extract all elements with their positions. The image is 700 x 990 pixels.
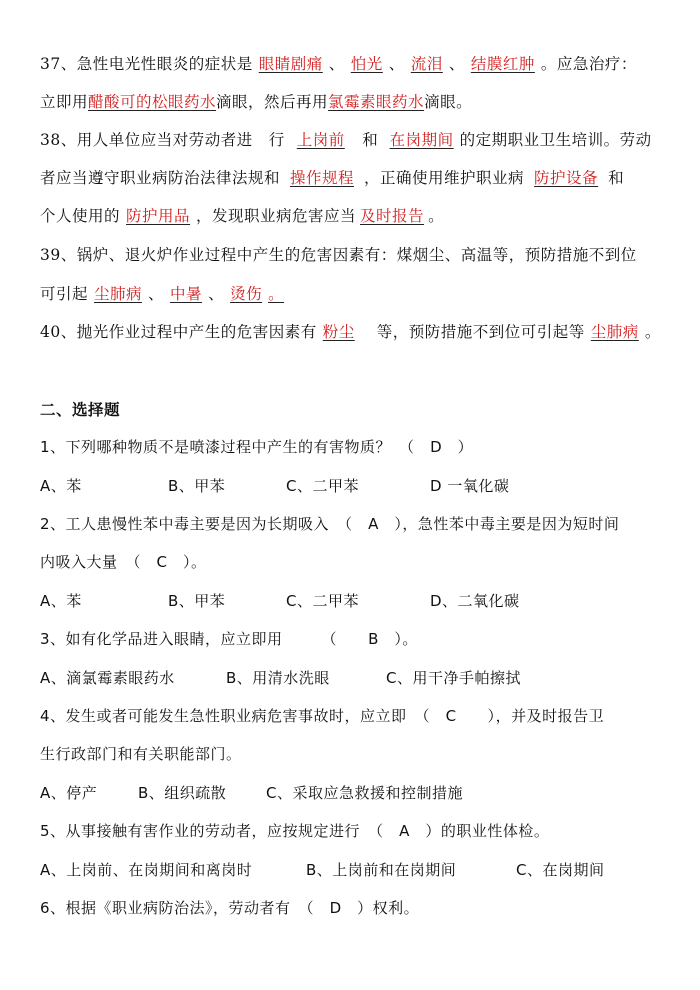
q37-line2-text-a: 立即用 xyxy=(40,93,89,111)
c2-question-text-b: ，急性苯中毒主要是因为短时间 xyxy=(402,515,620,533)
c5-option-c: C、在岗期间 xyxy=(516,861,605,879)
q38-answer-1: 上岗前 xyxy=(296,131,345,149)
q39-answer-3: 烫伤 xyxy=(230,285,263,303)
c1-option-c: C、二甲苯 xyxy=(286,477,359,495)
c6-question-text-b: 权利。 xyxy=(372,899,420,917)
c2-question-line1: 2、工人患慢性苯中毒主要是因为长期吸入 （ A ），急性苯中毒主要是因为短时间 xyxy=(40,515,620,533)
c3-option-c: C、用干净手帕擦拭 xyxy=(386,669,521,687)
q38-line3-text-a: 个人使用的 xyxy=(40,207,121,225)
c2-question-text-c: 内吸入大量 xyxy=(40,553,118,571)
c1-option-b: B、甲苯 xyxy=(168,477,226,495)
q39-answer-1: 尘肺病 xyxy=(94,285,143,303)
q38-number: 38、 xyxy=(40,131,77,149)
q38-answer-5: 防护用品 xyxy=(126,207,191,225)
q37-text: 急性电光性眼炎的症状是 xyxy=(76,55,253,73)
c5-option-a: A、上岗前、在岗期间和离岗时 xyxy=(40,861,253,879)
q37-answer-1: 眼睛剧痛 xyxy=(258,55,323,73)
q40-answer-2: 尘肺病 xyxy=(590,323,639,341)
q39-end: 。 xyxy=(268,285,285,303)
q38-answer-2: 在岗期间 xyxy=(389,131,454,149)
c2-question-text-a: 2、工人患慢性苯中毒主要是因为长期吸入 xyxy=(40,515,330,533)
q38-line3-text-b: ，发现职业病危害应当 xyxy=(196,207,357,225)
q38-and: 和 xyxy=(362,131,379,149)
q37-line2-text-b: 滴眼，然后再用 xyxy=(216,93,329,111)
c3-question-text: 3、如有化学品进入眼睛，应立即用 xyxy=(40,630,283,648)
c5-option-b: B、上岗前和在岗期间 xyxy=(306,861,457,879)
c4-option-c: C、采取应急救援和控制措施 xyxy=(266,784,463,802)
q38-answer-4: 防护设备 xyxy=(534,169,599,187)
c4-question-text-b: ，并及时报告卫 xyxy=(495,707,605,725)
c4-option-a: A、停产 xyxy=(40,784,98,802)
c1-question-text: 1、下列哪种物质不是喷漆过程中产生的有害物质？ xyxy=(40,438,392,456)
q39-line2-text: 可引起 xyxy=(40,285,89,303)
q38-text: 用人单位应当对劳动者进 行 xyxy=(76,131,285,149)
c5-question: 5、从事接触有害作业的劳动者，应按规定进行 （ A ）的职业性体检。 xyxy=(40,822,550,840)
c1-question: 1、下列哪种物质不是喷漆过程中产生的有害物质？ （ D ） xyxy=(40,438,474,456)
q38-line3 xyxy=(40,204,664,226)
q39-answer-2: 中暑 xyxy=(170,285,203,303)
c4-question-line1: 4、发生或者可能发生急性职业病危害事故时，应立即 （ C ），并及时报告卫 xyxy=(40,707,605,725)
q40-line1 xyxy=(40,320,664,342)
q39-number: 39、 xyxy=(40,246,77,264)
q39-line1 xyxy=(40,243,664,265)
q37-answer-6: 氯霉素眼药水 xyxy=(328,93,425,111)
c4-answer: C xyxy=(445,707,457,725)
c2-answer-2: C xyxy=(156,553,168,571)
q38-line2-text-c: 和 xyxy=(608,169,625,187)
q38-line2-text-b: ，正确使用维护职业病 xyxy=(364,169,525,187)
q38-answer-3: 操作规程 xyxy=(290,169,355,187)
c3-option-a: A、滴氯霉素眼药水 xyxy=(40,669,175,687)
c2-answer-1: A xyxy=(368,515,379,533)
q37-answer-3: 流泪 xyxy=(410,55,443,73)
c2-option-a: A、苯 xyxy=(40,592,82,610)
c3-option-b: B、用清水洗眼 xyxy=(226,669,330,687)
q37-line2 xyxy=(40,90,664,112)
c4-option-b: B、组织疏散 xyxy=(138,784,227,802)
c1-answer: D xyxy=(430,438,443,456)
section-2-heading: 二、选择题 xyxy=(40,401,121,419)
q38-line2-text-a: 者应当遵守职业病防治法律法规和 xyxy=(40,169,281,187)
c1-option-a: A、苯 xyxy=(40,477,82,495)
c3-answer: B xyxy=(368,630,379,648)
c2-option-c: C、二甲苯 xyxy=(286,592,359,610)
c4-question-text-c: 生行政部门和有关职能部门。 xyxy=(40,745,242,763)
c5-answer: A xyxy=(399,822,410,840)
c1-option-d: D 一氧化碳 xyxy=(430,477,510,495)
c2-option-d: D、二氧化碳 xyxy=(430,592,520,610)
q40-text-2: 等，预防措施不到位可引起等 xyxy=(376,323,585,341)
q39-text: 锅炉、退火炉作业过程中产生的危害因素有：煤烟尘、高温等，预防措施不到位 xyxy=(76,246,637,264)
q37-line2-text-c: 滴眼。 xyxy=(424,93,473,111)
q40-end: 。 xyxy=(644,323,661,341)
q38-text-2: 的定期职业卫生培训。劳动 xyxy=(459,131,652,149)
q38-line3-text-c: 。 xyxy=(428,207,445,225)
c5-question-text-b: 的职业性体检。 xyxy=(440,822,550,840)
q38-line2 xyxy=(40,166,664,188)
q37-answer-4: 结膜红肿 xyxy=(470,55,535,73)
q37-line1: 37、急性电光性眼炎的症状是 眼睛剧痛 、 怕光 、 流泪 、 结膜红肿 。应急治疗： xyxy=(40,55,637,73)
c3-end: 。 xyxy=(402,630,418,648)
c2-option-b: B、甲苯 xyxy=(168,592,226,610)
q37-answer-2: 怕光 xyxy=(350,55,383,73)
c4-question-line2 xyxy=(40,743,664,764)
q37-answer-5: 醋酸可的松眼药水 xyxy=(88,93,217,111)
q39-line2: 可引起 尘肺病 、 中暑 、 烫伤 。 xyxy=(40,282,664,304)
c6-question-text-a: 6、根据《职业病防治法》，劳动者有 xyxy=(40,899,291,917)
q38-answer-6: 及时报告 xyxy=(360,207,425,225)
q40-number: 40、 xyxy=(40,323,77,341)
q40-answer-1: 粉尘 xyxy=(322,323,355,341)
c3-question: 3、如有化学品进入眼睛，应立即用 （ B ）。 xyxy=(40,630,418,648)
q38-line1 xyxy=(40,128,664,150)
c2-question-line2: 内吸入大量 （ C ）。 xyxy=(40,553,207,571)
q37-text-2: 。应急治疗： xyxy=(540,55,637,73)
q40-text: 抛光作业过程中产生的危害因素有 xyxy=(76,323,317,341)
c5-question-text-a: 5、从事接触有害作业的劳动者，应按规定进行 xyxy=(40,822,361,840)
q37-number: 37、 xyxy=(40,55,77,73)
c6-question: 6、根据《职业病防治法》，劳动者有 （ D ）权利。 xyxy=(40,899,420,917)
c6-answer: D xyxy=(329,899,342,917)
c4-question-text-a: 4、发生或者可能发生急性职业病危害事故时，应立即 xyxy=(40,707,407,725)
c2-question-text-d: 。 xyxy=(191,553,207,571)
